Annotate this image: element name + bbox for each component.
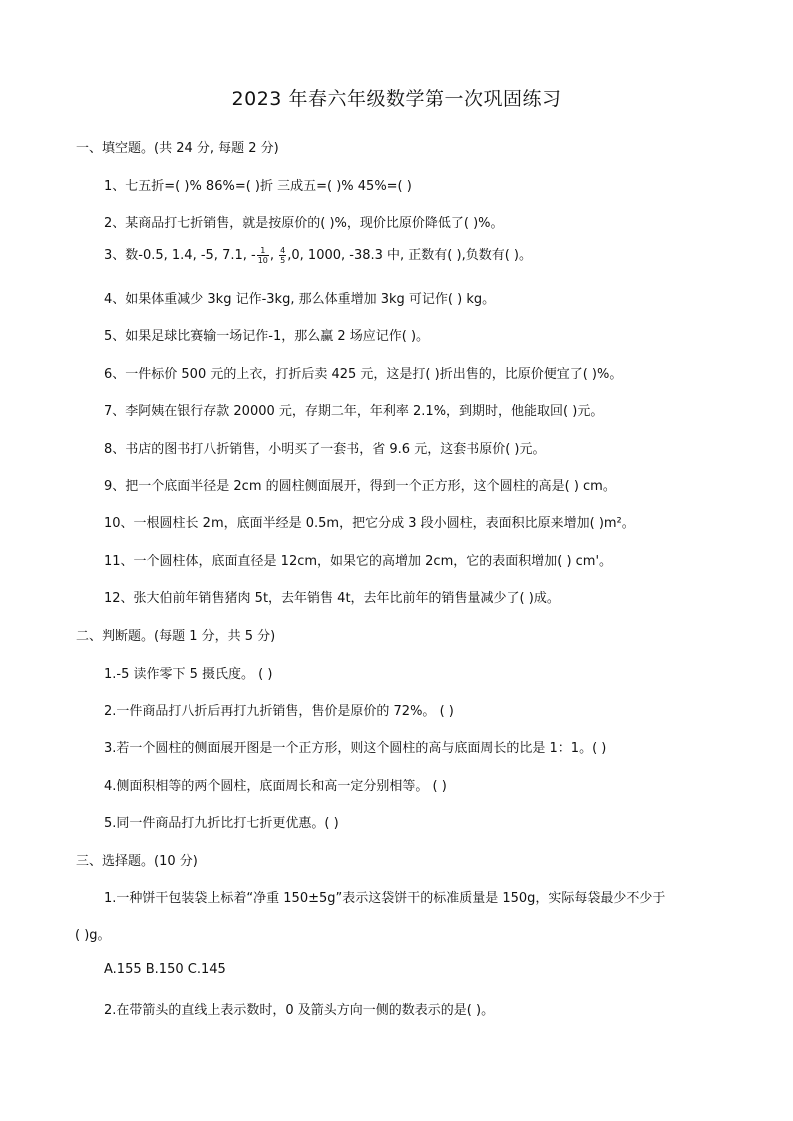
question-1-7: 7、李阿姨在银行存款 20000 元，存期二年，年利率 2.1%，到期时，他能取回( )元。 xyxy=(104,404,604,419)
fraction-one-tenth xyxy=(257,246,269,265)
section-heading-true-false: 二、判断题。(每题 1 分，共 5 分) xyxy=(76,629,276,644)
fraction-denominator: 5 xyxy=(280,256,286,265)
question-1-9: 9、把一个底面半径是 2cm 的圆柱侧面展开，得到一个正方形，这个圆柱的高是( ) cm。 xyxy=(104,479,616,494)
fraction-four-fifths xyxy=(279,246,286,265)
question-1-8: 8、书店的图书打八折销售，小明买了一套书，省 9.6 元，这套书原价( )元。 xyxy=(104,442,546,457)
fraction-numerator: 1 xyxy=(257,246,269,256)
question-3-1: 1.一种饼干包装袋上标着“净重 150±5g”表示这袋饼干的标准质量是 150g，实际每袋最少不少于 xyxy=(104,891,666,906)
question-2-2: 2.一件商品打八折后再打九折销售，售价是原价的 72%。 ( ) xyxy=(104,704,454,719)
question-1-1: 1、七五折=( )% 86%=( )折 三成五=( )% 45%=( ) xyxy=(104,179,412,194)
question-1-4: 4、如果体重减少 3kg 记作-3kg, 那么体重增加 3kg 可记作( ) kg。 xyxy=(104,292,496,307)
question-3-1-options: A.155 B.150 C.145 xyxy=(104,962,226,977)
question-3-2: 2.在带箭头的直线上表示数时，0 及箭头方向一侧的数表示的是( )。 xyxy=(104,1003,495,1018)
question-2-3: 3.若一个圆柱的侧面展开图是一个正方形，则这个圆柱的高与底面周长的比是 1：1。( ) xyxy=(104,741,607,756)
question-1-3-text-before: 3、数-0.5, 1.4, -5, 7.1, - xyxy=(104,248,256,263)
question-3-1-continued: ( )g。 xyxy=(75,928,111,943)
question-1-11: 11、一个圆柱体，底面直径是 12cm，如果它的高增加 2cm，它的表面积增加( ) cm'。 xyxy=(104,554,613,569)
question-1-12: 12、张大伯前年销售猪肉 5t，去年销售 4t，去年比前年的销售量减少了( )成。 xyxy=(104,591,560,606)
question-1-3-text-after: ,0, 1000, -38.3 中, 正数有( ),负数有( )。 xyxy=(287,248,532,263)
question-2-1: 1.-5 读作零下 5 摄氏度。 ( ) xyxy=(104,667,273,682)
fraction-numerator: 4 xyxy=(280,246,286,255)
question-1-5: 5、如果足球比赛输一场记作-1，那么赢 2 场应记作( )。 xyxy=(104,329,430,344)
question-1-3 xyxy=(104,244,532,265)
question-1-10: 10、一根圆柱长 2m，底面半经是 0.5m，把它分成 3 段小圆柱，表面积比原来增加( )m²。 xyxy=(104,516,635,531)
question-1-6: 6、一件标价 500 元的上衣，打折后卖 425 元，这是打( )折出售的，比原价便宜了( )%。 xyxy=(104,367,623,382)
section-heading-multiple-choice: 三、选择题。(10 分) xyxy=(76,854,198,869)
page-title: 2023 年春六年级数学第一次巩固练习 xyxy=(231,88,562,110)
question-2-5: 5.同一件商品打九折比打七折更优惠。( ) xyxy=(104,816,339,831)
section-heading-fill-blank: 一、填空题。(共 24 分, 每题 2 分) xyxy=(76,141,279,156)
question-2-4: 4.侧面积相等的两个圆柱，底面周长和高一定分别相等。 ( ) xyxy=(104,779,447,794)
question-1-2: 2、某商品打七折销售，就是按原价的( )%，现价比原价降低了( )%。 xyxy=(104,216,504,231)
fraction-separator: , xyxy=(269,248,279,263)
fraction-denominator: 10 xyxy=(257,256,268,265)
